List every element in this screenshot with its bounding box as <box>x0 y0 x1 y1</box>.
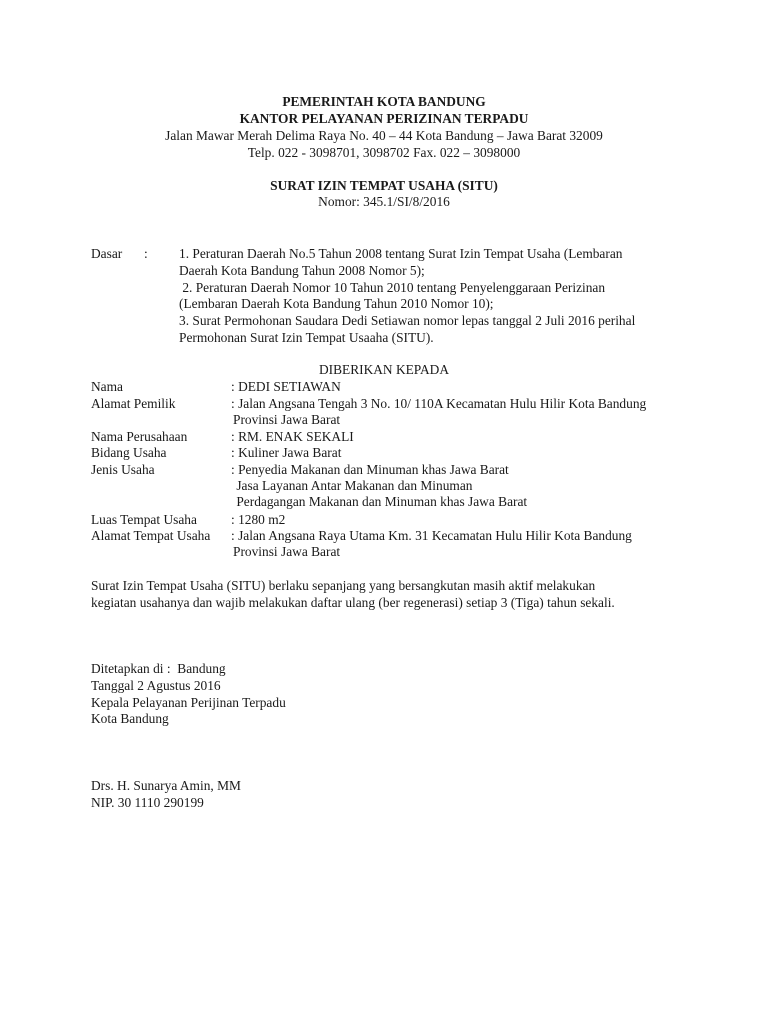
dasar-label: Dasar <box>91 246 123 261</box>
field-value: : Kuliner Jawa Barat <box>231 445 342 460</box>
field-label: Bidang Usaha <box>91 445 167 460</box>
dasar-line: 3. Surat Permohonan Saudara Dedi Setiawan nomor lepas tanggal 2 Juli 2016 perihal <box>179 313 636 328</box>
issued-place: Ditetapkan di : Bandung <box>91 661 226 676</box>
header-address: Jalan Mawar Merah Delima Raya No. 40 – 44 Kota Bandung – Jawa Barat 32009 <box>165 128 603 143</box>
dasar-line: 1. Peraturan Daerah No.5 Tahun 2008 tentang Surat Izin Tempat Usaha (Lembaran <box>179 246 623 261</box>
document-number: Nomor: 345.1/SI/8/2016 <box>318 194 450 209</box>
dasar-colon: : <box>144 246 148 261</box>
dasar-line: (Lembaran Daerah Kota Bandung Tahun 2010 Nomor 10); <box>179 296 494 311</box>
dasar-line: Permohonan Surat Izin Tempat Usaaha (SITU). <box>179 330 434 345</box>
header-phone: Telp. 022 - 3098701, 3098702 Fax. 022 – 3098000 <box>247 145 521 160</box>
document-title: SURAT IZIN TEMPAT USAHA (SITU) <box>270 178 498 193</box>
recipient-heading: DIBERIKAN KEPADA <box>318 362 450 377</box>
field-label: Luas Tempat Usaha <box>91 512 197 527</box>
field-value: : Jalan Angsana Raya Utama Km. 31 Kecamatan Hulu Hilir Kota Bandung <box>231 528 632 543</box>
field-value: : RM. ENAK SEKALI <box>231 429 354 444</box>
field-value: : Jalan Angsana Tengah 3 No. 10/ 110A Kecamatan Hulu Hilir Kota Bandung <box>231 396 647 411</box>
issued-date: Tanggal 2 Agustus 2016 <box>91 678 221 693</box>
signatory-nip: NIP. 30 1110 290199 <box>91 795 204 810</box>
signatory-name: Drs. H. Sunarya Amin, MM <box>91 778 241 793</box>
field-value: : DEDI SETIAWAN <box>231 379 341 394</box>
field-value: Jasa Layanan Antar Makanan dan Minuman <box>233 478 473 493</box>
dasar-line: 2. Peraturan Daerah Nomor 10 Tahun 2010 tentang Penyelenggaraan Perizinan <box>179 280 606 295</box>
issuing-office: Kepala Pelayanan Perijinan Terpadu <box>91 695 286 710</box>
field-label: Alamat Tempat Usaha <box>91 528 211 543</box>
field-label: Alamat Pemilik <box>91 396 176 411</box>
field-value: : Penyedia Makanan dan Minuman khas Jawa Barat <box>231 462 509 477</box>
validity-text: Surat Izin Tempat Usaha (SITU) berlaku sepanjang yang bersangkutan masih aktif melakukan <box>91 578 596 593</box>
field-value: : 1280 m2 <box>231 512 286 527</box>
dasar-line: Daerah Kota Bandung Tahun 2008 Nomor 5); <box>179 263 425 278</box>
header-office: KANTOR PELAYANAN PERIZINAN TERPADU <box>239 111 529 126</box>
field-label: Nama <box>91 379 123 394</box>
issuing-city: Kota Bandung <box>91 711 169 726</box>
validity-text: kegiatan usahanya dan wajib melakukan daftar ulang (ber regenerasi) setiap 3 (Tiga) tahun sekali. <box>91 595 615 610</box>
field-value: Provinsi Jawa Barat <box>233 412 341 427</box>
header-government: PEMERINTAH KOTA BANDUNG <box>282 94 486 109</box>
field-label: Jenis Usaha <box>91 462 155 477</box>
field-value: Perdagangan Makanan dan Minuman khas Jawa Barat <box>233 494 528 509</box>
field-label: Nama Perusahaan <box>91 429 188 444</box>
field-value: Provinsi Jawa Barat <box>233 544 341 559</box>
